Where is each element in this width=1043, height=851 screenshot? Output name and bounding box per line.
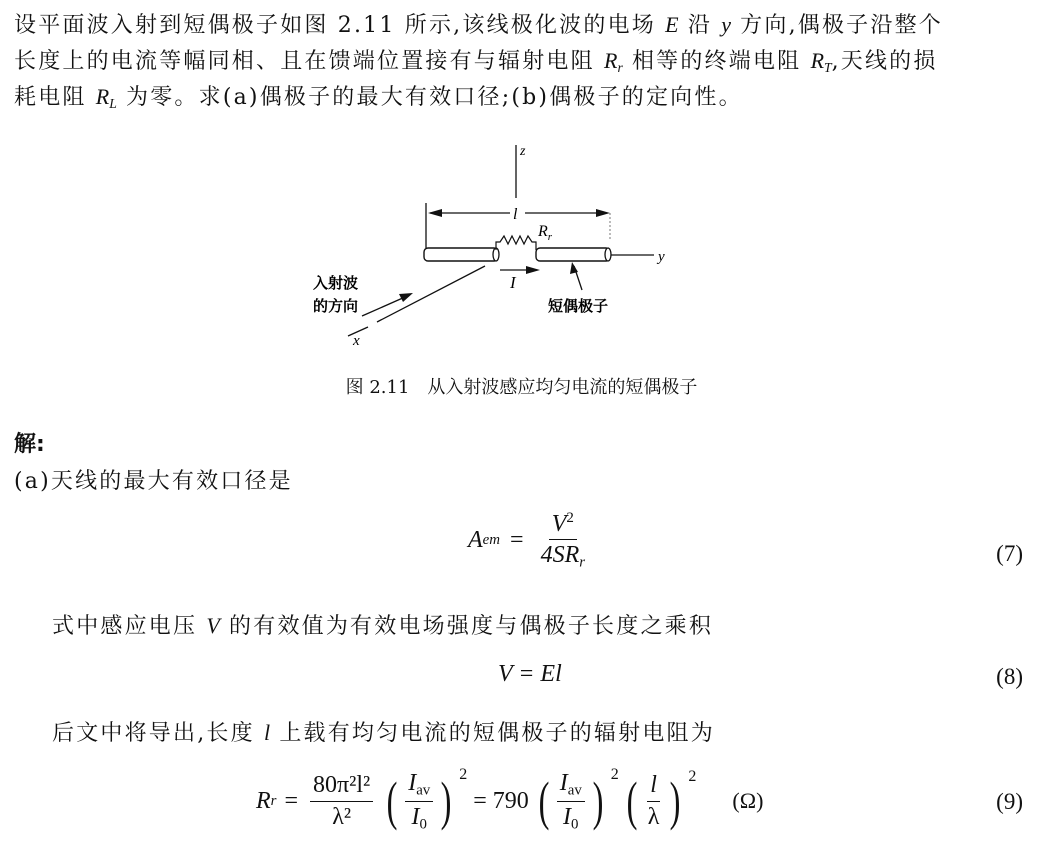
symbol-R: R <box>810 48 825 73</box>
dipole-right-arm <box>536 248 610 261</box>
eq7-numerator: V <box>551 511 567 537</box>
text: 后文中将导出,长度 <box>52 721 264 746</box>
eq9-unit: (Ω) <box>732 788 764 813</box>
eq9-frac3-den: I <box>563 803 572 830</box>
resistor-icon <box>496 236 536 250</box>
text: 耗电阻 <box>14 85 96 110</box>
text: 的有效值为有效电场强度与偶极子长度之乘积 <box>219 614 714 639</box>
resistor-label: $R_r$ <box>538 223 553 243</box>
eq9-frac1-den: λ² <box>332 803 352 830</box>
sub: 0 <box>571 815 579 832</box>
equals-sign: = <box>284 787 299 814</box>
text: ,天线的损 <box>831 49 938 74</box>
eq9-frac3-num: I <box>559 769 568 796</box>
equation-7-number: (7) <box>996 541 1023 566</box>
exponent: 2 <box>688 768 697 786</box>
eq9-paren-group-3: ( $\frac{l}{\lambda}$ ) $^2$ <box>626 768 697 831</box>
exponent: 2 <box>610 765 619 783</box>
symbol-y: y <box>721 12 731 37</box>
text: 方向,偶极子沿整个 <box>730 13 943 38</box>
text: 沿 <box>678 13 722 38</box>
text: 上载有均匀电流的短偶极子的辐射电阻为 <box>270 721 715 746</box>
equals-sign: = <box>510 527 524 554</box>
eq9-frac2-den: I <box>411 803 420 830</box>
eq9-paren-group-1: ( $\frac{I_{av}}{I_0}$ ) $^2$ <box>386 765 468 832</box>
text: 相等的终端电阻 <box>622 49 811 74</box>
equation-9 <box>256 765 763 837</box>
text-after-eq7 <box>52 609 713 640</box>
equation-7 <box>468 510 592 571</box>
y-axis-label: y <box>658 249 665 265</box>
eq9-frac1-num: 80π²l² <box>310 772 373 801</box>
text: 长度上的电流等幅同相、且在馈端位置接有与辐射电阻 <box>14 49 604 74</box>
text: 式中感应电压 <box>52 614 207 639</box>
figure-caption: 图 2.11 从入射波感应均匀电流的短偶极子 <box>345 377 698 398</box>
eq7-lhs: A <box>468 527 483 554</box>
eq9-fraction-1 <box>310 772 373 830</box>
z-axis-label: z <box>520 144 526 159</box>
text: 为零。求(a)偶极子的最大有效口径;(b)偶极子的定向性。 <box>116 85 743 110</box>
incident-wave-arrow <box>362 297 405 316</box>
length-label: l <box>513 206 518 223</box>
eq7-num-sup: 2 <box>566 510 574 526</box>
eq7-fraction <box>538 510 588 571</box>
symbol-R: R <box>604 48 618 73</box>
current-label: I <box>510 273 516 292</box>
x-axis-label: x <box>353 333 360 349</box>
dipole-label: 短偶极子 <box>548 297 609 315</box>
solution-heading: 解: <box>14 432 45 457</box>
eq9-coefficient: = 790 <box>473 787 529 814</box>
incident-label-line2: 的方向 <box>313 297 359 315</box>
incident-label-line1: 入射波 <box>313 274 359 292</box>
eq9-frac4-den: λ <box>647 803 660 830</box>
eq9-paren-group-2: ( $\frac{I_{av}}{I_0}$ ) $^2$ <box>538 765 619 832</box>
eq7-lhs-sub: em <box>482 532 501 549</box>
symbol-R: R <box>95 84 110 109</box>
symbol-V: V <box>206 613 220 638</box>
eq7-denominator: 4SR <box>540 542 580 569</box>
dipole-left-arm <box>424 248 498 261</box>
equation-8: V = El <box>498 661 562 687</box>
subscript: T <box>824 60 832 76</box>
symbol-E: E <box>665 12 679 37</box>
eq9-lhs: R <box>256 787 271 814</box>
eq9-frac4-num: l <box>647 772 660 801</box>
subscript: L <box>109 96 117 112</box>
eq9-lhs-sub: r <box>270 792 277 809</box>
part-a-intro: (a)天线的最大有效口径是 <box>14 469 293 494</box>
dipole-figure <box>0 0 1043 370</box>
text: 设平面波入射到短偶极子如图 2.11 所示,该线极化波的电场 <box>14 13 666 38</box>
text-after-eq8 <box>52 716 715 747</box>
equation-9-number: (9) <box>996 789 1023 814</box>
eq7-den-sub: r <box>579 554 586 571</box>
symbol-l: l <box>264 720 271 745</box>
sub: av <box>416 782 431 799</box>
equation-8-number: (8) <box>996 664 1023 689</box>
subscript: r <box>617 60 623 76</box>
exponent: 2 <box>459 765 468 783</box>
eq9-frac2-num: I <box>408 769 417 796</box>
sub: av <box>567 782 582 799</box>
sub: 0 <box>419 815 427 832</box>
